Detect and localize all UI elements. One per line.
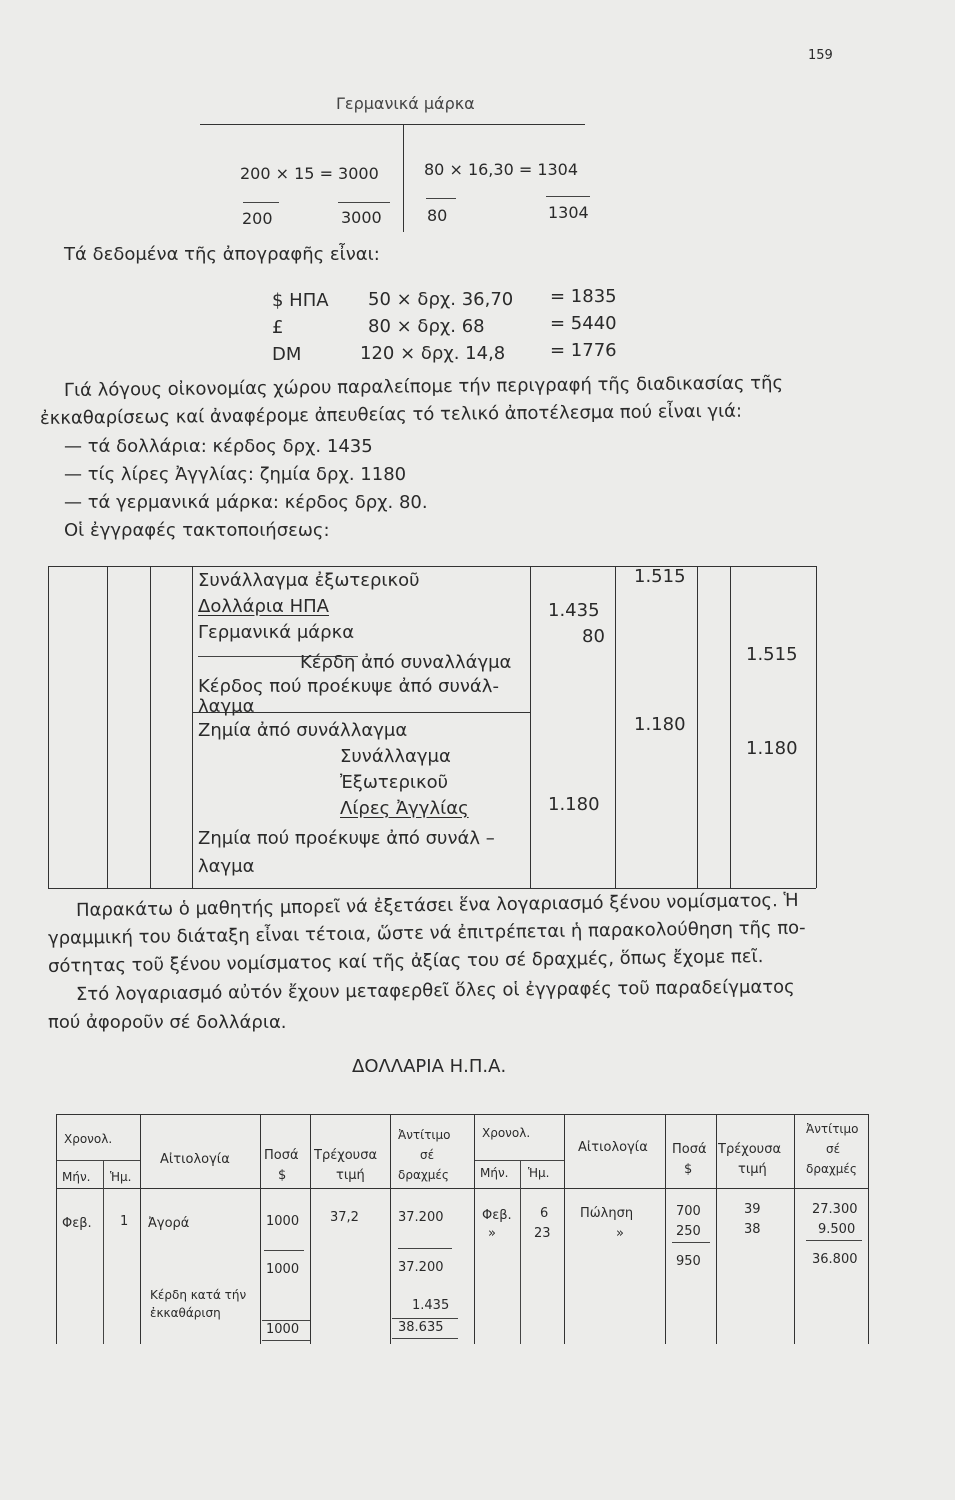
journal-account: Δολλάρια ΗΠΑ bbox=[198, 596, 329, 617]
journal-amount: 1.515 bbox=[746, 644, 798, 665]
journal-account: Λίρες Ἀγγλίας bbox=[340, 798, 469, 819]
header-day: Ἡμ. bbox=[528, 1166, 550, 1180]
credit-amount: 700 bbox=[676, 1204, 701, 1219]
gain-reason-line2: ἐκκαθάριση bbox=[150, 1306, 221, 1320]
t-account-divider bbox=[403, 124, 404, 232]
paragraph-line: Παρακάτω ὁ μαθητής μπορεῖ νά ἐξετάσει ἕνα λογαριασμό ξένου νομίσματος. Ἡ bbox=[75, 889, 799, 921]
entries-intro: Οἱ ἐγγραφές τακτοποιήσεως: bbox=[64, 520, 330, 541]
t-account-title: Γερμανικά μάρκα bbox=[336, 94, 475, 113]
t-account-debit-qty: 200 bbox=[242, 209, 273, 228]
journal-narration: λαγμα bbox=[198, 856, 255, 877]
credit-total-amount: 950 bbox=[676, 1254, 701, 1269]
debit-total-amount: 1000 bbox=[266, 1322, 300, 1337]
inventory-calc: 50 × δρχ. 36,70 bbox=[368, 289, 514, 310]
list-item: — τά δολλάρια: κέρδος δρχ. 1435 bbox=[64, 436, 373, 457]
header-rate-line2: τιμή bbox=[738, 1162, 767, 1177]
journal-amount: 1.435 bbox=[548, 600, 600, 621]
paragraph-line: Στό λογαριασμό αὐτόν ἔχουν μεταφερθεῖ ὅλες οἱ ἐγγραφές τοῦ παραδείγματος bbox=[75, 976, 795, 1005]
list-item: — τά γερμανικά μάρκα: κέρδος δρχ. 80. bbox=[64, 492, 428, 513]
ledger-col-rule bbox=[474, 1114, 475, 1344]
debit-month: Φεβ. bbox=[62, 1216, 92, 1231]
credit-day: 23 bbox=[534, 1226, 551, 1241]
journal-col-rule bbox=[615, 566, 616, 888]
ledger-header-rule bbox=[56, 1188, 868, 1189]
ledger-subheader-rule bbox=[56, 1160, 140, 1161]
credit-equiv: 9.500 bbox=[818, 1222, 856, 1237]
gain-equiv: 1.435 bbox=[412, 1298, 450, 1313]
header-amount-unit: $ bbox=[684, 1162, 693, 1177]
credit-day: 6 bbox=[540, 1206, 549, 1221]
journal-amount: 1.180 bbox=[634, 714, 686, 735]
inventory-currency: £ bbox=[272, 317, 284, 338]
credit-rate: 38 bbox=[744, 1222, 761, 1237]
rule bbox=[806, 1240, 862, 1241]
ledger-title: ΔΟΛΛΑΡΙΑ Η.Π.Α. bbox=[352, 1056, 507, 1077]
journal-amount: 80 bbox=[582, 626, 605, 647]
journal-col-rule bbox=[697, 566, 698, 888]
ledger-subheader-rule bbox=[474, 1160, 564, 1161]
journal-narration: Κέρδος πού προέκυψε ἀπό συνάλ- bbox=[198, 676, 499, 697]
header-reason: Αἰτιολογία bbox=[160, 1152, 230, 1167]
header-reason: Αἰτιολογία bbox=[578, 1140, 648, 1155]
header-equiv-line3: δραχμές bbox=[806, 1162, 857, 1176]
rule bbox=[392, 1318, 458, 1319]
credit-rate: 39 bbox=[744, 1202, 761, 1217]
journal-account: Ζημία ἀπό συνάλλαγμα bbox=[198, 720, 408, 741]
journal-account: Συνάλλαγμα ἐξωτερικοῦ bbox=[198, 570, 420, 591]
gain-reason: Κέρδη κατά τήν bbox=[150, 1288, 247, 1302]
header-rate: Τρέχουσα bbox=[314, 1148, 378, 1163]
journal-narration: λαγμα bbox=[198, 696, 255, 717]
inventory-result: = 1835 bbox=[550, 286, 617, 307]
debit-equiv: 37.200 bbox=[398, 1210, 444, 1225]
t-account-debit-calc: 200 × 15 = 3000 bbox=[240, 164, 379, 183]
journal-account: Συνάλλαγμα bbox=[340, 746, 451, 767]
paragraph-line: σότητας τοῦ ξένου νομίσματος καί τῆς ἀξίας του σέ δραχμές, ὅπως ἔχομε πεῖ. bbox=[47, 946, 764, 977]
ledger-col-rule bbox=[520, 1160, 521, 1344]
journal-account: Ἐξωτερικοῦ bbox=[340, 772, 449, 793]
journal-border-bottom bbox=[48, 888, 816, 889]
debit-subtotal-equiv: 37.200 bbox=[398, 1260, 444, 1275]
rule bbox=[392, 1338, 458, 1339]
header-amount: Ποσά bbox=[264, 1148, 299, 1163]
journal-border-right bbox=[816, 566, 817, 888]
rule bbox=[243, 202, 279, 203]
header-month: Μήν. bbox=[480, 1166, 509, 1180]
debit-day: 1 bbox=[120, 1214, 129, 1229]
header-amount-unit: $ bbox=[278, 1168, 287, 1183]
inventory-result: = 5440 bbox=[550, 313, 617, 334]
header-amount: Ποσά bbox=[672, 1142, 707, 1157]
header-chron: Χρονολ. bbox=[64, 1132, 113, 1146]
ledger-col-rule bbox=[260, 1114, 261, 1344]
header-day: Ἡμ. bbox=[110, 1170, 132, 1184]
inventory-result: = 1776 bbox=[550, 340, 617, 361]
header-equiv-line3: δραχμές bbox=[398, 1168, 449, 1182]
journal-border-top bbox=[48, 566, 816, 567]
journal-account: Κέρδη ἀπό συναλλάγμα bbox=[300, 652, 512, 673]
header-rate-line2: τιμή bbox=[336, 1168, 365, 1183]
ledger-border-right bbox=[868, 1114, 869, 1344]
journal-amount: 1.515 bbox=[634, 566, 686, 587]
ledger-col-rule bbox=[140, 1114, 141, 1344]
header-equiv: Ἀντίτιμο bbox=[398, 1128, 451, 1142]
ledger-col-rule bbox=[665, 1114, 666, 1344]
inventory-calc: 80 × δρχ. 68 bbox=[368, 316, 485, 337]
debit-rate: 37,2 bbox=[330, 1210, 359, 1225]
rule bbox=[262, 1340, 310, 1341]
paragraph-line: ἐκκαθαρίσεως καί ἀναφέρομε ἀπευθείας τό τελικό ἀποτέλεσμα πού εἶναι γιά: bbox=[39, 400, 743, 429]
inventory-calc: 120 × δρχ. 14,8 bbox=[360, 343, 506, 364]
header-chron: Χρονολ. bbox=[482, 1126, 531, 1140]
t-account-credit-total: 1304 bbox=[548, 203, 589, 222]
credit-month: Φεβ. bbox=[482, 1208, 512, 1223]
journal-col-rule bbox=[150, 566, 151, 888]
rule bbox=[546, 196, 590, 197]
ledger-border-left bbox=[56, 1114, 57, 1344]
header-month: Μήν. bbox=[62, 1170, 91, 1184]
ledger-col-rule bbox=[390, 1114, 391, 1344]
header-equiv-line2: σέ bbox=[826, 1142, 841, 1156]
t-account-debit-total: 3000 bbox=[341, 208, 382, 227]
ledger-col-rule bbox=[103, 1160, 104, 1344]
journal-account: Γερμανικά μάρκα bbox=[198, 622, 355, 643]
debit-reason: Ἀγορά bbox=[148, 1216, 190, 1231]
journal-amount: 1.180 bbox=[548, 794, 600, 815]
header-equiv-line2: σέ bbox=[420, 1148, 435, 1162]
page-number: 159 bbox=[808, 48, 833, 63]
ledger-col-rule bbox=[716, 1114, 717, 1344]
paragraph-line: Γιά λόγους οἰκονομίας χώρου παραλείπομε τήν περιγραφή τῆς διαδικασίας τῆς bbox=[63, 372, 784, 401]
rule bbox=[264, 1250, 304, 1251]
rule bbox=[338, 202, 390, 203]
ledger-col-rule bbox=[794, 1114, 795, 1344]
t-account-credit-qty: 80 bbox=[427, 206, 448, 225]
rule bbox=[262, 1320, 310, 1321]
credit-month: » bbox=[488, 1226, 496, 1241]
rule bbox=[398, 1248, 452, 1249]
debit-total-equiv: 38.635 bbox=[398, 1320, 444, 1335]
journal-narration: Ζημία πού προέκυψε ἀπό συνάλ – bbox=[198, 828, 495, 849]
journal-col-rule bbox=[107, 566, 108, 888]
credit-total-equiv: 36.800 bbox=[812, 1252, 858, 1267]
journal-amount: 1.180 bbox=[746, 738, 798, 759]
paragraph-line: πού ἀφοροῦν σέ δολλάρια. bbox=[48, 1012, 287, 1033]
ledger-border-top bbox=[56, 1114, 868, 1115]
paragraph-line: γραμμική του διάταξη εἶναι τέτοια, ὥστε νά ἐπιτρέπεται ἡ παρακολούθηση τῆς πο- bbox=[47, 917, 806, 949]
rule bbox=[672, 1242, 710, 1243]
credit-reason: Πώληση bbox=[580, 1206, 634, 1221]
header-rate: Τρέχουσα bbox=[718, 1142, 782, 1157]
header-equiv: Ἀντίτιμο bbox=[806, 1122, 859, 1136]
journal-border-left bbox=[48, 566, 49, 888]
debit-subtotal-amount: 1000 bbox=[266, 1262, 300, 1277]
journal-col-rule bbox=[530, 566, 531, 888]
inventory-currency: $ ΗΠΑ bbox=[272, 290, 329, 311]
inventory-currency: DM bbox=[272, 344, 302, 365]
t-account-top-rule bbox=[200, 124, 585, 125]
t-account-credit-calc: 80 × 16,30 = 1304 bbox=[424, 160, 579, 179]
credit-amount: 250 bbox=[676, 1224, 701, 1239]
ledger-col-rule bbox=[310, 1114, 311, 1344]
journal-col-rule bbox=[730, 566, 731, 888]
inventory-intro: Τά δεδομένα τῆς ἀπογραφῆς εἶναι: bbox=[64, 244, 380, 265]
list-item: — τίς λίρες Ἀγγλίας: ζημία δρχ. 1180 bbox=[64, 464, 407, 485]
debit-amount: 1000 bbox=[266, 1214, 300, 1229]
credit-equiv: 27.300 bbox=[812, 1202, 858, 1217]
rule bbox=[426, 198, 456, 199]
credit-reason: » bbox=[616, 1226, 624, 1241]
journal-col-rule bbox=[192, 566, 193, 888]
ledger-col-rule bbox=[564, 1114, 565, 1344]
